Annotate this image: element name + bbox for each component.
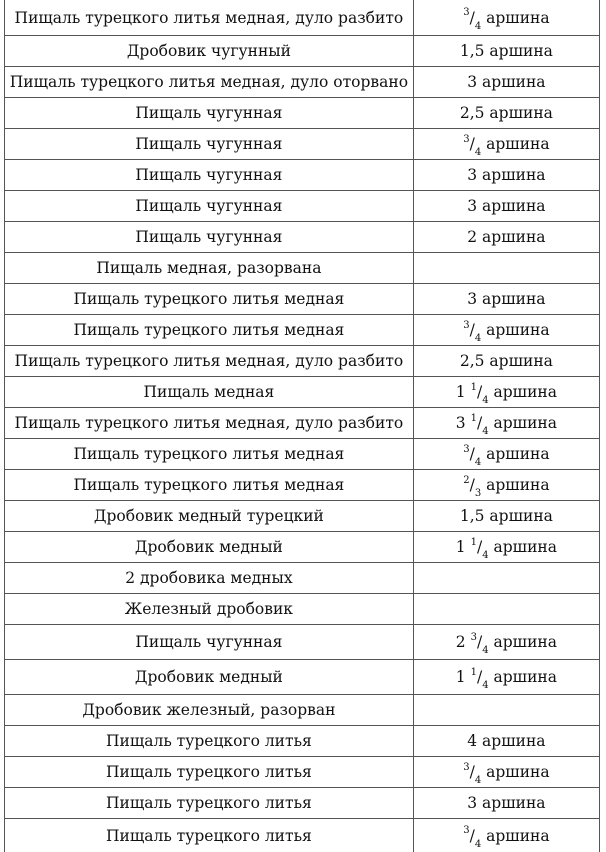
item-length-cell — [413, 129, 599, 160]
item-length-cell: 4 аршина — [413, 726, 599, 757]
item-name-cell: Пищаль чугунная — [5, 98, 414, 129]
item-name-cell: Дробовик медный турецкий — [5, 501, 414, 532]
fraction-denominator: 4 — [474, 775, 482, 787]
fraction-length: 2 $^3/_4$ аршина — [455, 631, 557, 657]
fraction-length: $^2/_3$ аршина — [463, 474, 550, 500]
table-row — [5, 346, 600, 377]
item-length-cell: 1,5 аршина — [413, 36, 599, 67]
item-length-cell — [413, 563, 599, 594]
fraction-numerator: 1 — [470, 412, 477, 424]
fraction-numerator: 3 — [463, 7, 470, 19]
fraction-denominator: 4 — [482, 550, 489, 562]
table-body — [5, 0, 600, 852]
length-unit: аршина — [481, 445, 550, 463]
item-length-cell: 2 аршина — [413, 222, 599, 253]
fraction-numerator: 3 — [470, 631, 477, 643]
length-whole: 2 — [455, 633, 471, 651]
fraction-denominator: 4 — [482, 645, 489, 657]
fraction-numerator: 3 — [463, 761, 470, 773]
fraction-length: $^3/_4$ аршина — [463, 443, 550, 469]
item-name-cell: Пищаль турецкого литья медная — [5, 284, 414, 315]
item-length-cell — [413, 439, 599, 470]
fraction-numerator: 2 — [463, 474, 470, 486]
fraction-denominator: 4 — [482, 680, 489, 692]
fraction-length: $^3/_4$ аршина — [463, 7, 550, 32]
item-length-cell: 1,5 аршина — [413, 501, 599, 532]
item-length-cell: 3 аршина — [413, 160, 599, 191]
fraction-denominator: 4 — [474, 20, 482, 32]
table-row — [5, 377, 600, 408]
table-row — [5, 408, 600, 439]
item-name-cell: Пищаль турецкого литья медная, дуло разбито — [5, 346, 414, 377]
item-name-cell: Пищаль чугунная — [5, 625, 414, 660]
fraction-numerator: 1 — [470, 381, 477, 393]
item-name-cell: Пищаль чугунная — [5, 160, 414, 191]
length-whole: 1 — [455, 668, 471, 686]
item-length-cell — [413, 0, 599, 36]
item-length-cell: 3 аршина — [413, 67, 599, 98]
table-row — [5, 563, 600, 594]
item-length-cell — [413, 470, 599, 501]
length-unit: аршина — [488, 383, 557, 401]
length-unit: аршина — [481, 476, 550, 494]
item-name-cell: Дробовик медный — [5, 660, 414, 695]
table-row — [5, 67, 600, 98]
table-row — [5, 315, 600, 346]
item-name-cell: Дробовик чугунный — [5, 36, 414, 67]
fraction-length: $^3/_4$ аршина — [463, 319, 550, 345]
fraction-length: 1 $^1/_4$ аршина — [455, 536, 557, 562]
fraction-denominator: 4 — [474, 457, 482, 469]
length-whole: 1 — [455, 538, 471, 556]
fraction-denominator: 4 — [482, 426, 489, 438]
table-row — [5, 788, 600, 819]
table-row — [5, 284, 600, 315]
table-row — [5, 501, 600, 532]
item-name-cell: Пищаль медная, разорвана — [5, 253, 414, 284]
fraction-length: 1 $^1/_4$ аршина — [455, 381, 557, 407]
fraction-denominator: 4 — [474, 838, 482, 850]
item-length-cell: 3 аршина — [413, 788, 599, 819]
length-unit: аршина — [481, 135, 550, 153]
item-length-cell — [413, 253, 599, 284]
item-name-cell: Пищаль чугунная — [5, 222, 414, 253]
fraction-numerator: 1 — [470, 666, 477, 678]
item-name-cell: Пищаль медная — [5, 377, 414, 408]
fraction-numerator: 3 — [463, 825, 470, 837]
item-name-cell: Пищаль турецкого литья медная — [5, 439, 414, 470]
item-name-cell: Железный дробовик — [5, 594, 414, 625]
table-row — [5, 439, 600, 470]
length-whole: 3 — [455, 414, 471, 432]
item-length-cell — [413, 660, 599, 695]
item-length-cell — [413, 757, 599, 788]
fraction-numerator: 3 — [463, 319, 470, 331]
table-row — [5, 0, 600, 36]
item-name-cell: Пищаль турецкого литья медная — [5, 470, 414, 501]
table-row — [5, 36, 600, 67]
table-row — [5, 191, 600, 222]
table-row — [5, 757, 600, 788]
item-name-cell: Пищаль турецкого литья медная, дуло разбито — [5, 408, 414, 439]
fraction-denominator: 3 — [474, 488, 482, 500]
table-row — [5, 129, 600, 160]
length-unit: аршина — [488, 633, 557, 651]
table-row — [5, 470, 600, 501]
fraction-length: 1 $^1/_4$ аршина — [455, 666, 557, 692]
table-row — [5, 819, 600, 852]
fraction-numerator: 3 — [463, 443, 470, 455]
table-row — [5, 160, 600, 191]
fraction-denominator: 4 — [474, 333, 482, 345]
item-name-cell: Пищаль турецкого литья — [5, 819, 414, 852]
item-name-cell: Дробовик медный — [5, 532, 414, 563]
fraction-denominator: 4 — [474, 147, 482, 159]
item-length-cell — [413, 625, 599, 660]
item-length-cell — [413, 695, 599, 726]
fraction-numerator: 3 — [463, 133, 470, 145]
table-row — [5, 98, 600, 129]
fraction-numerator: 1 — [470, 536, 477, 548]
item-name-cell: Дробовик железный, разорван — [5, 695, 414, 726]
table-row — [5, 222, 600, 253]
length-unit: аршина — [488, 538, 557, 556]
length-unit: аршина — [481, 826, 550, 845]
item-length-cell: 3 аршина — [413, 191, 599, 222]
table-row — [5, 532, 600, 563]
item-length-cell — [413, 315, 599, 346]
item-name-cell: Пищаль турецкого литья — [5, 757, 414, 788]
fraction-length: $^3/_4$ аршина — [463, 133, 550, 159]
table-row — [5, 594, 600, 625]
item-name-cell: Пищаль чугунная — [5, 129, 414, 160]
item-length-cell: 2,5 аршина — [413, 346, 599, 377]
item-name-cell: Пищаль турецкого литья медная, дуло оторвано — [5, 67, 414, 98]
length-unit: аршина — [481, 321, 550, 339]
length-unit: аршина — [481, 8, 550, 27]
table-row — [5, 253, 600, 284]
length-unit: аршина — [488, 414, 557, 432]
item-name-cell: Пищаль чугунная — [5, 191, 414, 222]
item-length-cell — [413, 532, 599, 563]
fraction-denominator: 4 — [482, 395, 489, 407]
table-row — [5, 695, 600, 726]
table-row — [5, 726, 600, 757]
item-length-cell — [413, 408, 599, 439]
table-row — [5, 625, 600, 660]
item-name-cell: Пищаль турецкого литья медная, дуло разбито — [5, 0, 414, 36]
item-length-cell: 2,5 аршина — [413, 98, 599, 129]
item-name-cell: 2 дробовика медных — [5, 563, 414, 594]
cannon-inventory-table — [4, 0, 600, 852]
item-length-cell: 3 аршина — [413, 284, 599, 315]
item-name-cell: Пищаль турецкого литья — [5, 788, 414, 819]
fraction-length: $^3/_4$ аршина — [463, 825, 550, 850]
fraction-length: 3 $^1/_4$ аршина — [455, 412, 557, 438]
item-length-cell — [413, 594, 599, 625]
item-length-cell — [413, 377, 599, 408]
table-row — [5, 660, 600, 695]
length-unit: аршина — [481, 763, 550, 781]
item-name-cell: Пищаль турецкого литья медная — [5, 315, 414, 346]
fraction-length: $^3/_4$ аршина — [463, 761, 550, 787]
length-unit: аршина — [488, 668, 557, 686]
item-name-cell: Пищаль турецкого литья — [5, 726, 414, 757]
length-whole: 1 — [455, 383, 471, 401]
item-length-cell — [413, 819, 599, 852]
